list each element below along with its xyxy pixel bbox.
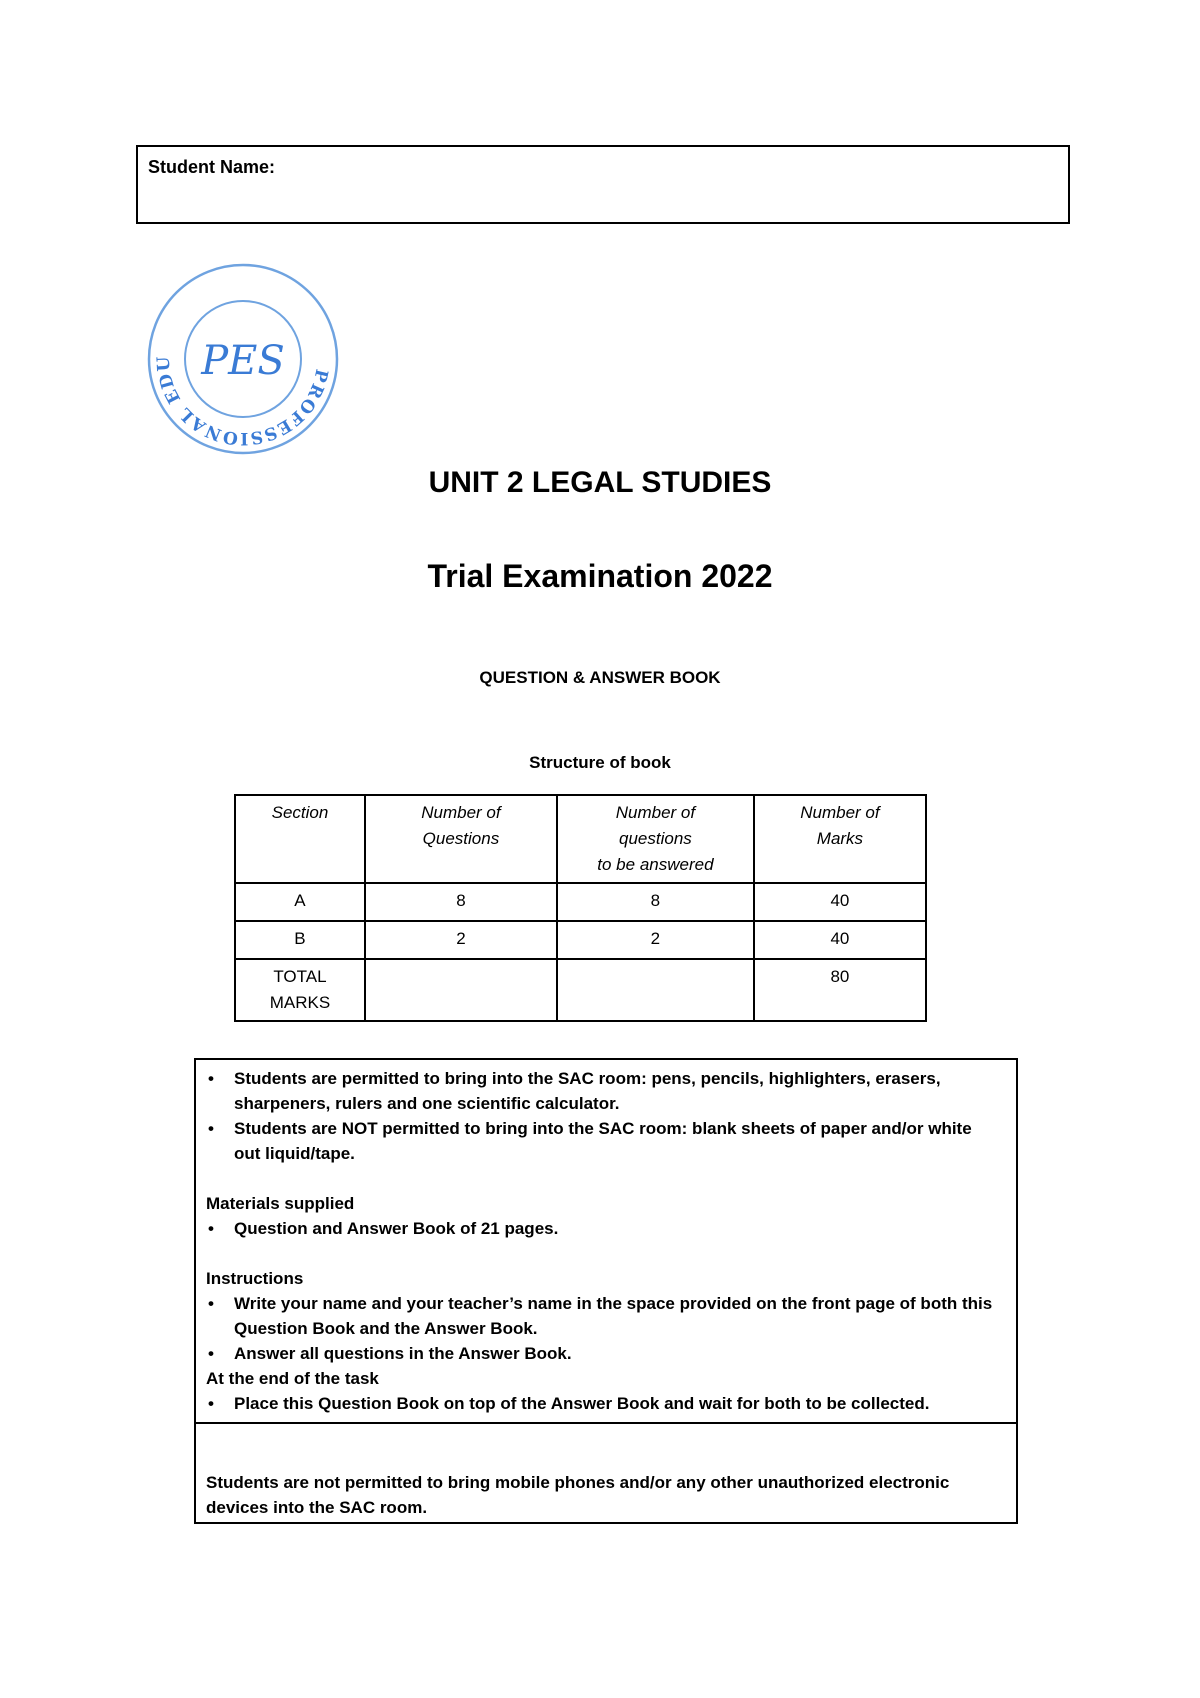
end-item: • Place this Question Book on top of the Answer Book and wait for both to be collected. [206,1391,1002,1416]
instruction-item: • Answer all questions in the Answer Book. [206,1341,1002,1366]
header-section: Section [235,795,365,883]
cell-questions: 2 [365,921,557,959]
cell-questions: 8 [365,883,557,921]
materials-heading: Materials supplied [206,1194,355,1213]
structure-heading: Structure of book [529,753,671,772]
structure-table [234,794,927,1022]
instruction-item: • Write your name and your teacher’s name in the space provided on the front page of both this Question Book and the Answer Book. [206,1291,1002,1341]
cell-section: A [235,883,365,921]
pes-logo [146,262,340,456]
cell-section: B [235,921,365,959]
footer-box [194,1420,1018,1524]
header-questions: Number of Questions [365,795,557,883]
book-type: QUESTION & ANSWER BOOK [479,668,721,687]
header-marks: Number of Marks [754,795,926,883]
page-title: UNIT 2 LEGAL STUDIES [428,466,772,499]
instructions-box [194,1058,1018,1424]
header-questions-answered: Number of questions to be answered [557,795,754,883]
instructions-heading: Instructions [206,1269,304,1288]
table-header-row [235,795,926,883]
logo-monogram: PES [201,338,285,384]
page-subtitle: Trial Examination 2022 [427,558,773,594]
cell-answered: 2 [557,921,754,959]
table-row [235,883,926,921]
cell-total-marks: 80 [754,959,926,1021]
end-heading: At the end of the task [206,1369,379,1388]
rule-not-permitted: • Students are NOT permitted to bring into the SAC room: blank sheets of paper and/or white out liquid/tape. [206,1116,1002,1166]
rule-permitted: • Students are permitted to bring into the SAC room: pens, pencils, highlighters, erasers, sharpeners, rulers and one scientific calculator. [206,1066,1002,1116]
cell-marks: 40 [754,921,926,959]
pes-logo-seal [146,262,340,456]
cell-marks: 40 [754,883,926,921]
student-name-label: Student Name: [148,157,276,177]
table-row [235,921,926,959]
cell-empty [557,959,754,1021]
cell-empty [365,959,557,1021]
table-total-row [235,959,926,1021]
footer-note: Students are not permitted to bring mobile phones and/or any other unauthorized electronic devices into the SAC room. [206,1473,950,1517]
logo-ring-text: PROFESSIONAL EDU [153,354,332,449]
materials-item: • Question and Answer Book of 21 pages. [206,1216,1002,1241]
student-name-box[interactable] [136,145,1070,224]
cell-answered: 8 [557,883,754,921]
cell-total-label: TOTAL MARKS [235,959,365,1021]
